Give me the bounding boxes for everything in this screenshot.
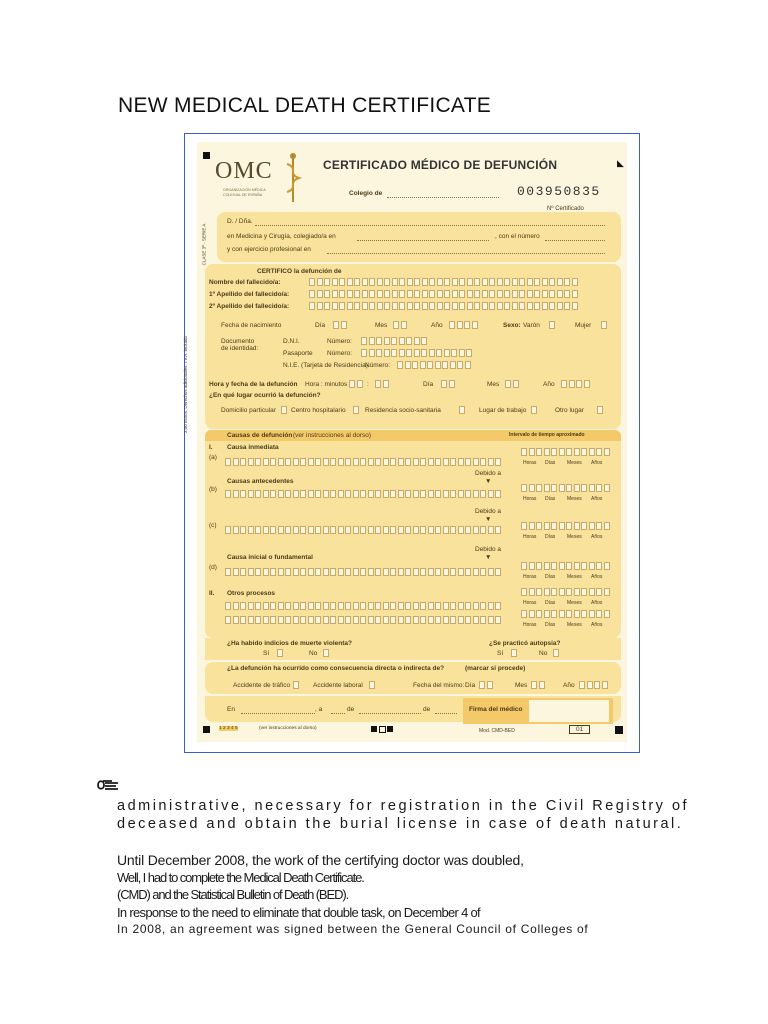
defuncion-dia-label: Día [423, 381, 434, 388]
de1-line [359, 713, 421, 714]
violenta-no-checkbox[interactable] [323, 649, 329, 657]
interval-a-horas: Horas [523, 460, 537, 466]
causas-antecedentes-label: Causas antecedentes [227, 478, 294, 485]
debido-a-1: Debido a [475, 470, 502, 477]
pasaporte-numero-label: Número: [327, 350, 352, 357]
dona-line [255, 225, 605, 226]
de1-label: de [347, 706, 355, 713]
lugar-otro-checkbox[interactable] [597, 406, 603, 414]
autopsia-si-checkbox[interactable] [511, 649, 517, 657]
omc-logo-subtext: ORGANIZACIÓN MÉDICA COLEGIAL DE ESPAÑA [223, 188, 266, 197]
ejercicio-line [327, 253, 605, 254]
varon-label: Varón [523, 322, 540, 329]
footer-numbers: 1 2 3 4 5 [219, 726, 238, 731]
defuncion-mes-label: Mes [487, 381, 500, 388]
pasaporte-label: Pasaporte [283, 350, 313, 357]
ano-label: Año [431, 322, 443, 329]
side-note-class: CLASE 3ª - SERIE A [201, 223, 207, 266]
interval-c-meses: Meses [567, 534, 582, 540]
interval-II-horas-1: Horas [523, 600, 537, 606]
certifico-label: CERTIFICO la defunción de [257, 268, 342, 275]
lugar-question: ¿En qué lugar ocurrió la defunción? [209, 392, 321, 399]
defuncion-ano-label: Año [543, 381, 555, 388]
corner-square-top-left [203, 152, 210, 159]
a-line [331, 713, 345, 714]
accidente-dia-label: Día [465, 682, 476, 689]
causa-inmediata-label: Causa inmediata [227, 444, 279, 451]
numero-label: , con el número [495, 233, 540, 240]
apellido1-label: 1º Apellido del fallecido/a: [209, 291, 290, 298]
nie-boxes[interactable] [397, 361, 471, 369]
causa-a-boxes[interactable] [225, 458, 501, 466]
mes-label: Mes [375, 322, 388, 329]
garbled-text-glyph-icon [96, 779, 120, 791]
deceased-section [205, 264, 621, 429]
page-title: NEW MEDICAL DEATH CERTIFICATE [118, 94, 492, 117]
footer-square-3 [387, 726, 393, 732]
interval-d-horas: Horas [523, 574, 537, 580]
dni-numero-label: Número: [327, 338, 352, 345]
fecha-nacimiento-label: Fecha de nacimiento [221, 322, 282, 329]
interval-d-anos: Años [591, 574, 603, 580]
interval-II-horas-2: Horas [523, 622, 537, 628]
interval-a-anos: Años [591, 460, 603, 466]
otros-procesos-label: Otros procesos [227, 590, 276, 597]
documento-label: Documento de identidad: [221, 338, 259, 352]
footer-square-1 [371, 726, 377, 732]
medicina-line [357, 240, 489, 241]
lugar-hospital-checkbox[interactable] [353, 406, 359, 414]
corner-triangle-icon: ◣ [617, 158, 624, 168]
interval-d-dias: Días [545, 574, 556, 580]
arrow-down-icon: ▼ [485, 516, 492, 523]
certificate-image-frame [184, 133, 640, 753]
body-paragraph-1: administrative, necessary for registration in the Civil Registry of deceased and obtain the burial license in case of death natural. [117, 798, 690, 832]
pasaporte-boxes[interactable] [361, 349, 472, 357]
defuncion-dia-boxes[interactable] [441, 380, 455, 388]
modelo-label: Mod. CMD-BED [479, 728, 515, 734]
interval-b-meses: Meses [567, 496, 582, 502]
lugar-hospital: Centro hospitalario [291, 407, 346, 414]
consecuencia-question: ¿La defunción ha ocurrido como consecuencia directa o indirecta de? [227, 665, 445, 672]
mujer-label: Mujer [575, 322, 592, 329]
accidente-laboral-label: Accidente laboral [313, 682, 363, 689]
hora-min-label: Hora : minutos [305, 381, 348, 388]
interval-II-anos-1: Años [591, 600, 603, 606]
letter-d: (d) [209, 564, 217, 571]
violenta-si: Sí [263, 650, 270, 657]
lugar-trabajo-checkbox[interactable] [531, 406, 537, 414]
causa-inicial-label: Causa inicial o fundamental [227, 554, 313, 561]
accidente-ano-boxes[interactable] [579, 681, 608, 689]
fecha-mismo-label: Fecha del mismo: [413, 682, 465, 689]
corner-square-bottom-right [615, 726, 623, 734]
medicina-label: en Medicina y Cirugía, colegiado/a en [227, 233, 336, 240]
nac-ano-boxes[interactable] [449, 321, 478, 329]
arrow-down-icon: ▼ [485, 478, 492, 485]
letter-a: (a) [209, 454, 217, 461]
a-label: , a [315, 706, 323, 713]
interval-II-meses-2: Meses [567, 622, 582, 628]
interval-II-anos-2: Años [591, 622, 603, 628]
otros-procesos-boxes-1[interactable] [225, 602, 501, 610]
interval-c-boxes[interactable] [521, 522, 610, 530]
en-label: En [227, 706, 235, 713]
autopsia-si: Sí [497, 650, 504, 657]
defuncion-mes-boxes[interactable] [505, 380, 519, 388]
footer-instructions: (ver instrucciones al dorso) [259, 726, 317, 731]
defuncion-ano-boxes[interactable] [561, 380, 590, 388]
lugar-otro: Otro lugar [555, 407, 584, 414]
autopsia-question: ¿Se practicó autopsia? [489, 640, 561, 647]
numero-line [545, 240, 605, 241]
nac-dia-boxes[interactable] [333, 321, 347, 329]
nombre-label: Nombre del fallecido/a: [209, 279, 281, 286]
body-line-3: Well, I had to complete the Medical Death Certificate. [117, 870, 364, 885]
interval-c-anos: Años [591, 534, 603, 540]
interval-II-dias-2: Días [545, 622, 556, 628]
nie-numero-label: Número: [365, 362, 390, 369]
interval-a-boxes[interactable] [521, 448, 610, 456]
causa-b-boxes[interactable] [225, 490, 501, 498]
interval-b-dias: Días [545, 496, 556, 502]
side-note-fees: 3,00 Euros. Derechos adicionales: I.V.A. incluido [182, 336, 188, 433]
caduceus-emblem-icon [283, 152, 303, 204]
interval-b-anos: Años [591, 496, 603, 502]
lugar-domicilio: Domicilio particular [221, 407, 276, 414]
body-line-4: (CMD) and the Statistical Bulletin of Death (BED). [117, 887, 349, 902]
firma-blank [529, 700, 609, 722]
otros-procesos-boxes-2[interactable] [225, 616, 501, 624]
accidente-ano-label: Año [563, 682, 575, 689]
debido-a-2: Debido a [475, 508, 502, 515]
dia-label: Día [315, 322, 326, 329]
accidente-dia-boxes[interactable] [479, 681, 493, 689]
interval-b-boxes[interactable] [521, 484, 610, 492]
accidente-trafico-label: Accidente de tráfico [233, 682, 291, 689]
interval-c-dias: Días [545, 534, 556, 540]
letter-c: (c) [209, 522, 217, 529]
lugar-trabajo: Lugar de trabajo [479, 407, 527, 414]
hora-colon: : [367, 381, 369, 388]
minutos-boxes[interactable] [375, 380, 389, 388]
colegio-line [387, 197, 499, 198]
apellido1-boxes[interactable] [309, 290, 578, 298]
causa-d-boxes[interactable] [225, 568, 501, 576]
de2-label: de [423, 706, 431, 713]
autopsia-no: No [539, 650, 548, 657]
accidente-mes-label: Mes [515, 682, 528, 689]
nie-label: N.I.E. (Tarjeta de Residencia) [283, 362, 368, 369]
causa-II-label: II. [209, 590, 215, 597]
varon-checkbox[interactable] [549, 321, 555, 329]
letter-b: (b) [209, 486, 217, 493]
accidente-trafico-checkbox[interactable] [293, 681, 299, 689]
accidente-mes-boxes[interactable] [531, 681, 545, 689]
nac-mes-boxes[interactable] [393, 321, 407, 329]
en-line [241, 713, 315, 714]
lugar-residencia-checkbox[interactable] [459, 406, 465, 414]
marcar-label: (marcar si procede) [465, 665, 526, 672]
firma-label: Firma del médico [469, 706, 523, 713]
colegio-label: Colegio de [349, 190, 383, 197]
hora-fecha-label: Hora y fecha de la defunción [209, 381, 298, 388]
lugar-domicilio-checkbox[interactable] [281, 406, 287, 414]
interval-b-horas: Horas [523, 496, 537, 502]
dni-label: D.N.I. [283, 338, 300, 345]
intervalo-label: Intervalo de tiempo aproximado [509, 432, 585, 438]
dona-label: D. / Dña. [227, 218, 253, 225]
page-number: 01 [569, 725, 590, 734]
hora-boxes[interactable] [349, 380, 363, 388]
body-line-6: In 2008, an agreement was signed between the General Council of Colleges of [117, 922, 589, 936]
interval-II-boxes-2[interactable] [521, 610, 610, 618]
violenta-no: No [309, 650, 318, 657]
body-line-5: In response to the need to eliminate that double task, on December 4 of [117, 905, 480, 920]
nombre-boxes[interactable] [309, 278, 578, 286]
form-title: CERTIFICADO MÉDICO DE DEFUNCIÓN [323, 158, 558, 172]
interval-c-horas: Horas [523, 534, 537, 540]
interval-a-dias: Días [545, 460, 556, 466]
accidente-laboral-checkbox[interactable] [369, 681, 375, 689]
lugar-residencia: Residencia socio-sanitaria [365, 407, 441, 414]
interval-d-meses: Meses [567, 574, 582, 580]
certificate-serial-number: 003950835 [517, 184, 601, 199]
certificate-serial-label: Nº Certificado [547, 206, 584, 212]
interval-II-meses-1: Meses [567, 600, 582, 606]
violenta-question: ¿Ha habido indicios de muerte violenta? [227, 640, 352, 647]
dni-boxes[interactable] [361, 337, 427, 345]
interval-II-dias-1: Días [545, 600, 556, 606]
footer-square-2 [379, 726, 386, 733]
certificate-form [182, 142, 627, 742]
causa-c-boxes[interactable] [225, 526, 501, 534]
omc-logo: OMC [215, 158, 273, 184]
body-line-2: Until December 2008, the work of the certifying doctor was doubled, [117, 852, 524, 868]
autopsia-no-checkbox[interactable] [553, 649, 559, 657]
apellido2-label: 2º Apellido del fallecido/a: [209, 303, 290, 310]
causa-I-label: I. [209, 444, 213, 451]
apellido2-boxes[interactable] [309, 302, 578, 310]
arrow-down-icon: ▼ [485, 554, 492, 561]
mujer-checkbox[interactable] [601, 321, 607, 329]
ejercicio-label: y con ejercicio profesional en [227, 246, 311, 253]
debido-a-3: Debido a [475, 546, 502, 553]
corner-square-bottom-left [203, 726, 210, 733]
causas-instructions: (ver instrucciones al dorso) [293, 432, 372, 439]
de2-line [435, 713, 457, 714]
interval-d-boxes[interactable] [521, 562, 610, 570]
interval-II-boxes-1[interactable] [521, 588, 610, 596]
sexo-label: Sexo: [503, 322, 521, 329]
violenta-si-checkbox[interactable] [277, 649, 283, 657]
causas-title: Causas de defunción [227, 432, 293, 439]
interval-a-meses: Meses [567, 460, 582, 466]
